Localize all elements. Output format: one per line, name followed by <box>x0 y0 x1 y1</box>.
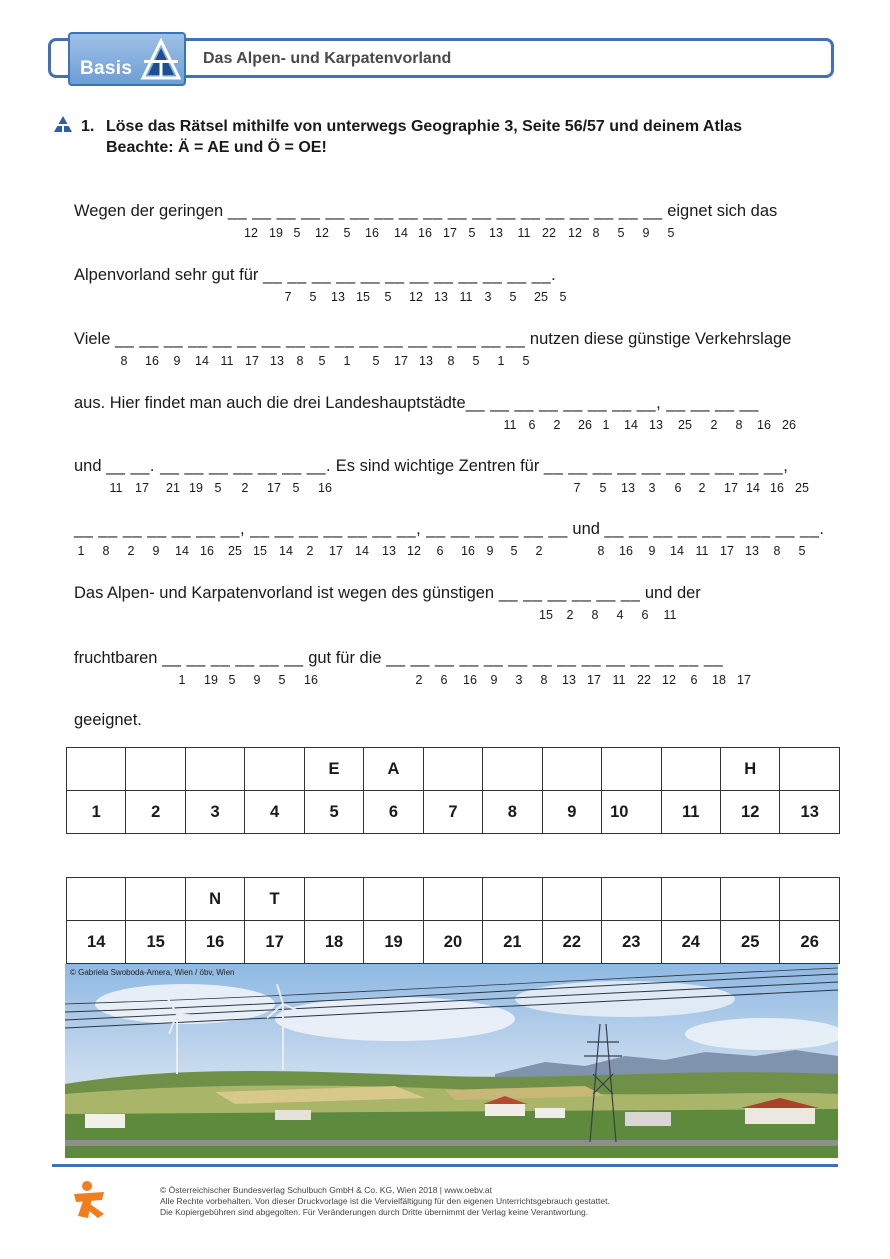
answer-blanks: __ __. __ __ __ __ __ __ __. <box>106 457 332 475</box>
letter-cell[interactable] <box>661 878 720 921</box>
riddle-line-8: fruchtbaren __ __ __ __ __ __ gut für die __ __ __ __ __ __ __ __ __ __ __ __ __ __ <box>74 649 724 667</box>
number-cell: 14 <box>67 921 126 964</box>
number-cell: 2 <box>126 791 185 834</box>
number-cell: 4 <box>245 791 304 834</box>
footer-rule <box>52 1164 838 1167</box>
number-cell: 11 <box>661 791 720 834</box>
riddle-line-4: aus. Hier findet man auch die drei Landeshauptstädte__ __ __ __ __ __ __ __, __ __ __ __ <box>74 394 759 412</box>
footer-disclaimer: Die Kopiergebühren sind abgegolten. Für Veränderungen durch Dritte übernimmt der Verlag keine Verantwortung. <box>160 1207 589 1217</box>
letter-cell[interactable] <box>126 748 185 791</box>
number-cell: 18 <box>304 921 363 964</box>
number-cell: 6 <box>364 791 423 834</box>
letter-cell[interactable]: H <box>720 748 779 791</box>
number-cell: 7 <box>423 791 482 834</box>
letter-cell[interactable]: E <box>304 748 363 791</box>
riddle-line-5: und __ __. __ __ __ __ __ __ __. Es sind wichtige Zentren für __ __ __ __ __ __ __ __ __ __, <box>74 457 789 475</box>
answer-blanks: __ __ __ __ __ __ __ __ __ __ __ __ __ __ __ __ __ __ <box>227 202 663 220</box>
basis-badge <box>68 32 186 86</box>
solution-table-1 <box>66 747 840 834</box>
letter-cell[interactable] <box>661 748 720 791</box>
task-number: 1. <box>81 118 95 135</box>
answer-blanks: __ __ __ __ __ __ __ __ __ __ __ __ __ __ <box>386 649 724 667</box>
landscape-illustration <box>65 964 838 1158</box>
letter-cell[interactable] <box>423 878 482 921</box>
letter-cell[interactable] <box>423 748 482 791</box>
number-cell: 26 <box>780 921 840 964</box>
letter-cell[interactable]: N <box>185 878 244 921</box>
riddle-line-7: Das Alpen- und Karpatenvorland ist wegen des günstigen __ __ __ __ __ __ und der <box>74 584 701 602</box>
number-cell: 20 <box>423 921 482 964</box>
letter-cell[interactable] <box>483 878 542 921</box>
number-cell: 10 <box>602 791 661 834</box>
number-row <box>67 921 840 964</box>
number-cell: 21 <box>483 921 542 964</box>
letter-cell[interactable] <box>185 748 244 791</box>
riddle-line-6: __ __ __ __ __ __ __, __ __ __ __ __ __ __, __ __ __ __ __ __ und __ __ __ __ __ __ __ __ __. <box>74 520 825 538</box>
letter-cell[interactable] <box>542 878 601 921</box>
letter-cell[interactable] <box>602 748 661 791</box>
letter-cell[interactable] <box>780 748 840 791</box>
riddle-line-1: Wegen der geringen __ __ __ __ __ __ __ __ __ __ __ __ __ __ __ __ __ __ eignet sich das <box>74 202 778 220</box>
letter-row <box>67 748 840 791</box>
riddle-line-9: geeignet. <box>74 711 142 729</box>
page-title: Das Alpen- und Karpatenvorland <box>203 50 452 67</box>
level-triangle-icon <box>53 115 73 133</box>
publisher-logo-icon <box>70 1180 108 1220</box>
answer-blanks: __ __ __ __ __ __ __ __, __ __ __ __ <box>465 394 759 412</box>
letter-cell[interactable] <box>720 878 779 921</box>
letter-cell[interactable] <box>364 878 423 921</box>
letter-cell[interactable] <box>542 748 601 791</box>
basis-label: Basis <box>80 58 133 79</box>
answer-blanks: __ __ __ __ __ __ __ __ __. <box>604 520 825 538</box>
number-cell: 1 <box>67 791 126 834</box>
number-cell: 23 <box>602 921 661 964</box>
solution-table-2 <box>66 877 840 964</box>
task-hint: Beachte: Ä = AE und Ö = OE! <box>106 139 327 156</box>
letter-cell[interactable] <box>483 748 542 791</box>
number-row <box>67 791 840 834</box>
landscape-photo <box>65 964 838 1158</box>
footer-copyright: © Österreichischer Bundesverlag Schulbuch GmbH & Co. KG, Wien 2018 | www.oebv.at <box>160 1185 492 1195</box>
answer-blanks: __ __ __ __ __ __ __, __ __ __ __ __ __ __, __ __ __ __ __ __ <box>74 520 568 538</box>
number-cell: 19 <box>364 921 423 964</box>
letter-cell[interactable]: A <box>364 748 423 791</box>
number-cell: 8 <box>483 791 542 834</box>
letter-cell[interactable] <box>304 878 363 921</box>
number-cell: 13 <box>780 791 840 834</box>
answer-blanks: __ __ __ __ __ __ __ __ __ __, <box>543 457 789 475</box>
letter-cell[interactable]: T <box>245 878 304 921</box>
letter-cell[interactable] <box>126 878 185 921</box>
letter-cell[interactable] <box>67 748 126 791</box>
basis-triangle-icon <box>140 38 182 82</box>
number-cell: 12 <box>720 791 779 834</box>
answer-blanks: __ __ __ __ __ __ <box>162 649 304 667</box>
number-cell: 16 <box>185 921 244 964</box>
task-instruction: Löse das Rätsel mithilfe von unterwegs Geographie 3, Seite 56/57 und deinem Atlas <box>106 118 743 135</box>
riddle-line-2: Alpenvorland sehr gut für __ __ __ __ __ __ __ __ __ __ __ __. <box>74 266 556 284</box>
riddle-line-3: Viele __ __ __ __ __ __ __ __ __ __ __ __ __ __ __ __ __ nutzen diese günstige Verkehrslage <box>74 330 792 348</box>
letter-cell[interactable] <box>245 748 304 791</box>
number-cell: 22 <box>542 921 601 964</box>
number-cell: 9 <box>542 791 601 834</box>
answer-blanks: __ __ __ __ __ __ __ __ __ __ __ __ __ __ __ __ __ <box>114 330 526 348</box>
number-cell: 5 <box>304 791 363 834</box>
letter-cell[interactable] <box>780 878 840 921</box>
answer-blanks: __ __ __ __ __ __ <box>498 584 641 602</box>
number-cell: 24 <box>661 921 720 964</box>
number-cell: 25 <box>720 921 779 964</box>
answer-blanks: __ __ __ __ __ __ __ __ __ __ __ __ <box>262 266 552 284</box>
photo-credit: © Gabriela Swoboda-Amera, Wien / öbv, Wien <box>70 968 235 977</box>
number-cell: 17 <box>245 921 304 964</box>
letter-cell[interactable] <box>67 878 126 921</box>
letter-row <box>67 878 840 921</box>
footer-rights: Alle Rechte vorbehalten. Von dieser Druckvorlage ist die Vervielfältigung für den eigenen Unterrichtsgebrauch gestattet. <box>160 1196 610 1206</box>
number-cell: 15 <box>126 921 185 964</box>
number-cell: 3 <box>185 791 244 834</box>
letter-cell[interactable] <box>602 878 661 921</box>
